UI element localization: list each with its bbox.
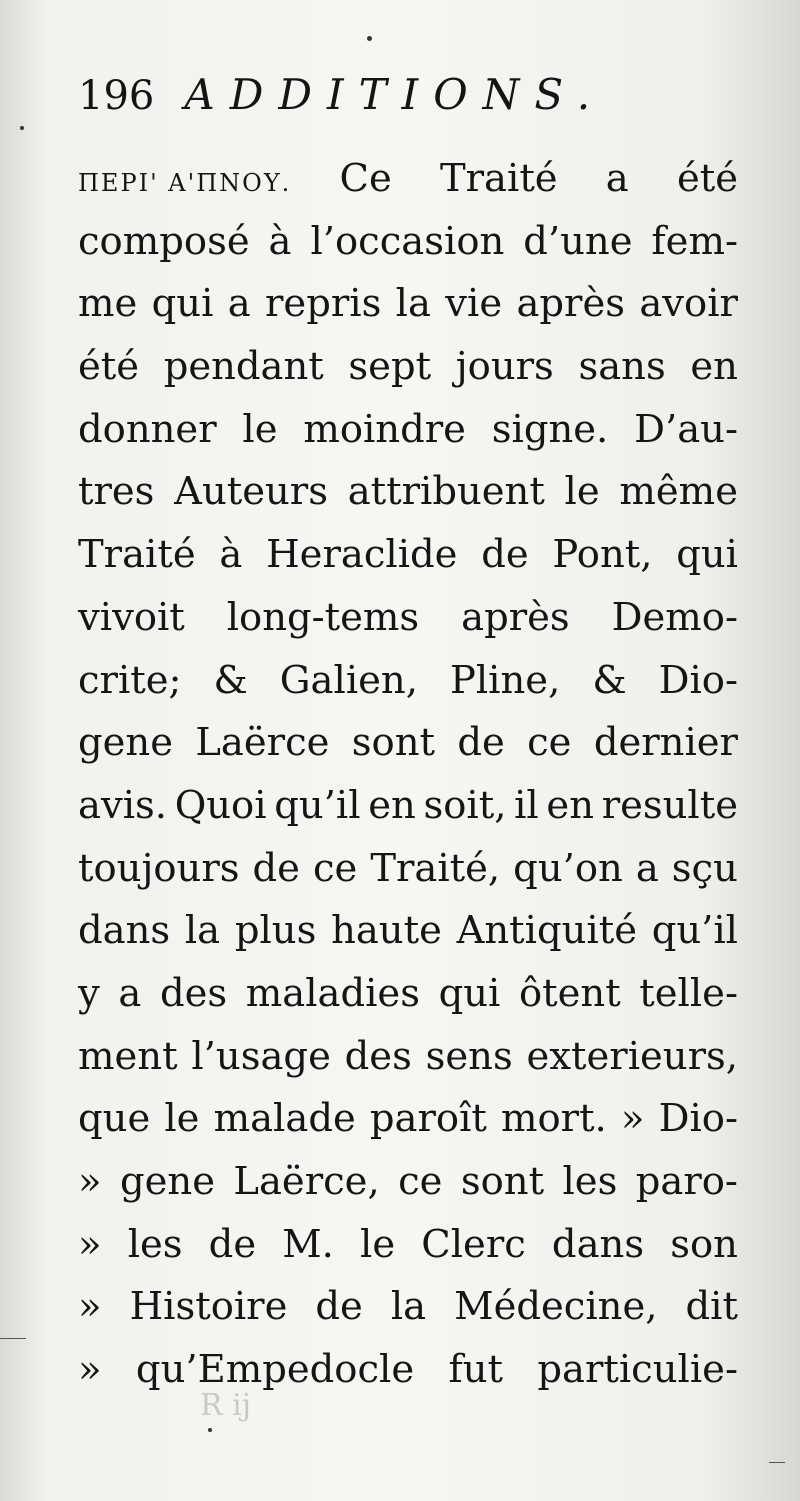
word: telle- bbox=[639, 970, 738, 1016]
word: de bbox=[481, 532, 529, 578]
word: soit, bbox=[423, 782, 507, 828]
word: des bbox=[159, 970, 228, 1016]
word: l’occasion bbox=[310, 218, 505, 264]
text-line bbox=[78, 900, 738, 963]
word: Galien, bbox=[279, 657, 418, 703]
word: attribuent bbox=[347, 469, 545, 515]
word: Ce bbox=[339, 156, 392, 201]
word: a bbox=[227, 281, 251, 327]
word: sens bbox=[425, 1033, 513, 1079]
word: a bbox=[635, 845, 659, 891]
word: & bbox=[592, 657, 627, 703]
word: avis. bbox=[78, 782, 168, 828]
word: exterieurs, bbox=[526, 1033, 738, 1079]
text-line bbox=[78, 399, 738, 462]
text-line bbox=[78, 1026, 738, 1089]
word: qu’on bbox=[513, 845, 623, 891]
word: Antiquité bbox=[456, 908, 637, 954]
word: qu’il bbox=[651, 908, 738, 954]
word: moindre bbox=[303, 406, 466, 452]
word: jours bbox=[455, 344, 554, 390]
word: sçu bbox=[671, 845, 738, 891]
word: vie bbox=[445, 281, 503, 327]
word: dit bbox=[685, 1284, 738, 1330]
text-line bbox=[78, 336, 738, 399]
word: fem- bbox=[651, 218, 738, 264]
word: sept bbox=[348, 344, 432, 390]
word: la bbox=[184, 908, 221, 954]
word: le bbox=[360, 1221, 396, 1267]
word: Laërce bbox=[195, 720, 330, 766]
word: Médecine, bbox=[454, 1284, 658, 1330]
word: d’une bbox=[523, 218, 633, 264]
word: dernier bbox=[593, 720, 738, 766]
ink-speck bbox=[367, 36, 372, 41]
word: gene bbox=[119, 1159, 215, 1204]
body-text bbox=[78, 148, 738, 1402]
word: M. bbox=[282, 1221, 334, 1267]
word: » bbox=[78, 1347, 102, 1393]
text-line bbox=[78, 1214, 738, 1277]
word: paro- bbox=[635, 1159, 738, 1204]
word: ce bbox=[527, 720, 572, 766]
word: de bbox=[457, 720, 505, 766]
word: long-tems bbox=[226, 594, 420, 640]
text-line bbox=[78, 775, 738, 838]
text-line bbox=[78, 712, 738, 775]
word: sont bbox=[460, 1159, 545, 1204]
word: y bbox=[78, 970, 100, 1016]
word: de bbox=[208, 1221, 257, 1267]
word: Dio- bbox=[658, 1096, 738, 1142]
word: ôtent bbox=[518, 970, 621, 1016]
word: avoir bbox=[639, 281, 738, 327]
word: qui bbox=[151, 281, 214, 327]
text-line bbox=[78, 650, 738, 713]
word: crite; bbox=[78, 657, 182, 703]
word: malade bbox=[213, 1096, 356, 1142]
word: qu’il bbox=[274, 782, 361, 828]
word: des bbox=[344, 1033, 412, 1079]
word: qui bbox=[438, 970, 501, 1016]
word: Clerc bbox=[421, 1221, 526, 1267]
word: le bbox=[164, 1096, 200, 1142]
page-header bbox=[78, 70, 605, 130]
word: resulte bbox=[601, 782, 738, 828]
word: dans bbox=[551, 1221, 645, 1267]
word: en bbox=[368, 782, 416, 828]
word: Auteurs bbox=[174, 469, 328, 515]
word: sont bbox=[351, 720, 435, 766]
bleed-through-mark: R ij bbox=[200, 1388, 252, 1423]
word: plus bbox=[234, 908, 317, 954]
word: » bbox=[78, 1284, 102, 1330]
word: particulie- bbox=[537, 1347, 738, 1393]
text-line bbox=[78, 1088, 738, 1151]
word: ce bbox=[398, 1159, 443, 1204]
text-line bbox=[78, 1151, 738, 1214]
word: le bbox=[242, 406, 278, 452]
word: sans bbox=[578, 344, 666, 390]
word: de bbox=[252, 845, 300, 891]
word: Heraclide bbox=[266, 532, 458, 578]
word: il bbox=[514, 782, 539, 828]
word: » bbox=[78, 1221, 102, 1267]
text-line bbox=[78, 587, 738, 650]
ink-speck bbox=[20, 126, 24, 130]
word: paroît bbox=[369, 1096, 487, 1142]
text-line bbox=[78, 273, 738, 336]
word: été bbox=[676, 156, 738, 201]
word: ment bbox=[78, 1033, 178, 1079]
word: mort. bbox=[500, 1096, 607, 1142]
word: l’usage bbox=[191, 1033, 331, 1079]
word: qu’Empedocle bbox=[135, 1347, 415, 1393]
text-line bbox=[78, 1276, 738, 1339]
word: après bbox=[516, 281, 625, 327]
word: Pline, bbox=[449, 657, 561, 703]
word: la bbox=[390, 1284, 427, 1330]
text-line bbox=[78, 211, 738, 274]
word: après bbox=[461, 594, 570, 640]
word: que bbox=[78, 1096, 151, 1142]
text-line bbox=[78, 148, 738, 211]
word: » bbox=[78, 1159, 102, 1204]
text-line bbox=[78, 963, 738, 1026]
running-title: ADDITIONS. bbox=[184, 70, 606, 119]
word: Dio- bbox=[658, 657, 738, 703]
word: pendant bbox=[163, 344, 324, 390]
word: vivoit bbox=[78, 594, 185, 640]
margin-mark bbox=[0, 1338, 26, 1339]
word: Pont, bbox=[552, 532, 653, 578]
text-line bbox=[78, 524, 738, 587]
word: de bbox=[315, 1284, 363, 1330]
word: Histoire bbox=[129, 1284, 288, 1330]
word: me bbox=[78, 281, 138, 327]
word: maladies bbox=[245, 970, 420, 1016]
word: Demo- bbox=[611, 594, 738, 640]
word: à bbox=[219, 532, 243, 578]
word: le bbox=[564, 469, 600, 515]
word: donner bbox=[78, 406, 217, 452]
word: qui bbox=[676, 532, 738, 578]
word: en bbox=[690, 344, 738, 390]
word: toujours bbox=[78, 845, 240, 891]
word: Traité bbox=[78, 532, 196, 578]
word: repris bbox=[265, 281, 382, 327]
word: & bbox=[213, 657, 248, 703]
word: son bbox=[670, 1221, 738, 1267]
word: Quoi bbox=[174, 782, 267, 828]
word: les bbox=[127, 1221, 183, 1267]
ink-speck bbox=[208, 1428, 212, 1432]
greek-heading: ΠΕΡΙ' Α'ΠΝΟΥ. bbox=[78, 169, 292, 197]
word: Traité bbox=[439, 156, 558, 201]
text-line bbox=[78, 1339, 738, 1402]
word: » bbox=[620, 1096, 645, 1142]
word: Laërce, bbox=[233, 1159, 380, 1204]
word: gene bbox=[78, 720, 174, 766]
word: D’au- bbox=[634, 406, 738, 452]
word: ce bbox=[312, 845, 358, 891]
word: les bbox=[562, 1159, 618, 1204]
word: en bbox=[546, 782, 595, 828]
word: a bbox=[118, 970, 142, 1016]
word: signe. bbox=[491, 406, 609, 452]
word: composé bbox=[78, 218, 250, 264]
word: été bbox=[78, 344, 140, 390]
word: a bbox=[605, 156, 629, 201]
word: fut bbox=[448, 1347, 504, 1393]
word: la bbox=[395, 281, 431, 327]
text-line bbox=[78, 461, 738, 524]
word: haute bbox=[331, 908, 442, 954]
word: même bbox=[619, 469, 738, 515]
margin-mark bbox=[769, 1462, 785, 1463]
word: à bbox=[268, 218, 292, 264]
text-line bbox=[78, 838, 738, 901]
word: tres bbox=[78, 469, 155, 515]
word: dans bbox=[78, 908, 171, 954]
page-number: 196 bbox=[78, 73, 155, 119]
word: Traité, bbox=[370, 845, 501, 891]
